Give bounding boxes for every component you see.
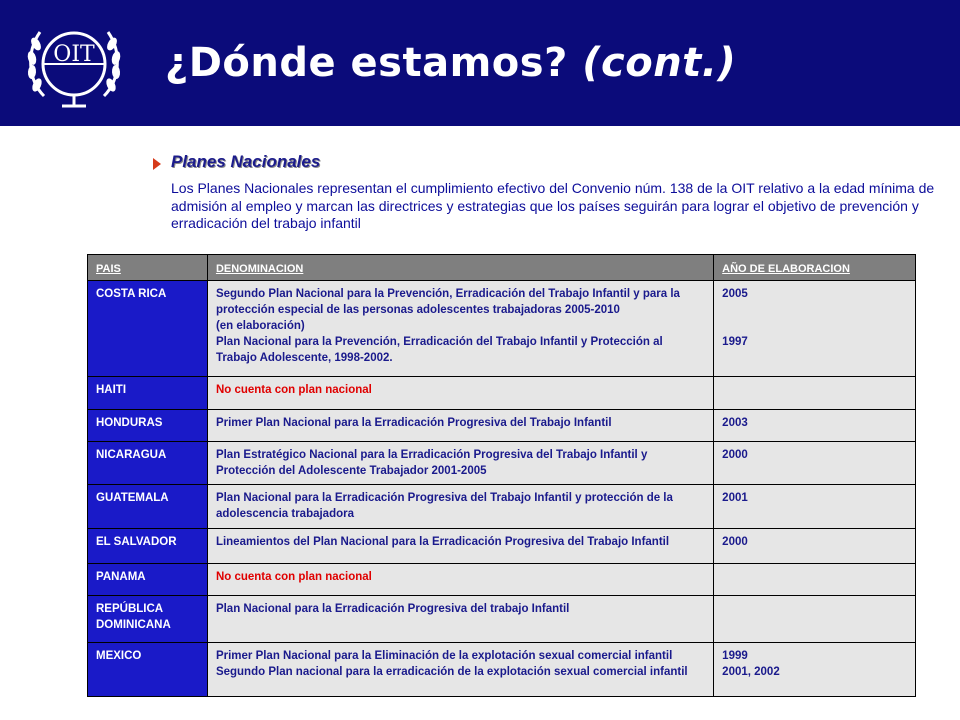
section-intro: Los Planes Nacionales representan el cumplimiento efectivo del Convenio núm. 138 de la OIT relativo a la edad mínima de admisión al empleo y marcan las directrices y estrategias que los países seguirán para lograr el objetivo de prevención y erradicación del trabajo infantil xyxy=(171,180,935,231)
table-header-row xyxy=(88,255,916,281)
table-row xyxy=(88,442,916,485)
cell-year xyxy=(714,596,916,643)
section-heading: Planes Nacionales xyxy=(171,152,321,171)
table-row xyxy=(88,377,916,410)
year-primary: 2005 xyxy=(722,288,748,300)
cell-year xyxy=(714,485,916,529)
table-row xyxy=(88,485,916,529)
year-secondary: 1997 xyxy=(722,336,748,348)
table-row xyxy=(88,529,916,564)
cell-plan-name xyxy=(207,281,713,377)
cell-year xyxy=(714,377,916,410)
plan-line: Segundo Plan nacional para la erradicación de la explotación sexual comercial infantil xyxy=(215,666,688,678)
ilo-oit-logo xyxy=(22,14,126,114)
cell-year xyxy=(714,410,916,442)
table-row xyxy=(88,410,916,442)
cell-country: HONDURAS xyxy=(88,410,208,442)
year-primary: 2001 xyxy=(722,492,748,504)
year-secondary: 2001, 2002 xyxy=(722,666,780,678)
table-row xyxy=(88,564,916,596)
plan-line: Plan Nacional para la Erradicación Progresiva del trabajo Infantil xyxy=(215,603,570,615)
cell-year xyxy=(714,281,916,377)
cell-year xyxy=(714,529,916,564)
cell-country: EL SALVADOR xyxy=(88,529,208,564)
cell-year xyxy=(714,643,916,697)
plan-line: No cuenta con plan nacional xyxy=(215,384,372,396)
cell-country: MEXICO xyxy=(88,643,208,697)
plan-line: Primer Plan Nacional para la Eliminación de la explotación sexual comercial infantil xyxy=(215,650,673,662)
plan-line: Plan Nacional para la Erradicación Progresiva del Trabajo Infantil y protección de la adolescencia trabajadora xyxy=(215,492,673,520)
header-bar xyxy=(0,0,960,126)
table-body xyxy=(88,281,916,697)
cell-plan-name xyxy=(207,442,713,485)
plan-line: Plan Estratégico Nacional para la Erradicación Progresiva del Trabajo Infantil y Protección del Adolescente Trabajador 2001-2005 xyxy=(215,449,648,477)
page-title-italic: (cont.) xyxy=(582,40,737,86)
plan-line: Lineamientos del Plan Nacional para la Erradicación Progresiva del Trabajo Infantil xyxy=(215,536,670,548)
plan-line: (en elaboración) xyxy=(215,320,305,332)
table-row xyxy=(88,596,916,643)
bullet-arrow-icon xyxy=(153,158,161,170)
cell-plan-name xyxy=(207,377,713,410)
header-name: DENOMINACION xyxy=(207,255,713,281)
header-country: PAIS xyxy=(88,255,208,281)
header-year: AÑO DE ELABORACION xyxy=(714,255,916,281)
plan-line: Primer Plan Nacional para la Erradicación Progresiva del Trabajo Infantil xyxy=(215,417,612,429)
cell-plan-name xyxy=(207,485,713,529)
cell-plan-name xyxy=(207,643,713,697)
page-title-main: ¿Dónde estamos? xyxy=(165,40,568,86)
national-plans-table xyxy=(87,254,916,697)
cell-country: PANAMA xyxy=(88,564,208,596)
cell-year xyxy=(714,564,916,596)
year-primary: 2003 xyxy=(722,417,748,429)
cell-plan-name xyxy=(207,529,713,564)
plan-line: No cuenta con plan nacional xyxy=(215,571,372,583)
page-title xyxy=(165,40,736,86)
year-primary: 1999 xyxy=(722,650,748,662)
plan-line: Segundo Plan Nacional para la Prevención, Erradicación del Trabajo Infantil y para la protección especial de las personas adolescentes trabajadoras 2005-2010 xyxy=(215,288,680,316)
cell-plan-name xyxy=(207,596,713,643)
cell-country: NICARAGUA xyxy=(88,442,208,485)
cell-country: COSTA RICA xyxy=(88,281,208,377)
cell-country: REPÚBLICA DOMINICANA xyxy=(88,596,208,643)
cell-country: GUATEMALA xyxy=(88,485,208,529)
cell-country: HAITI xyxy=(88,377,208,410)
cell-plan-name xyxy=(207,410,713,442)
table-row xyxy=(88,281,916,377)
logo-text: OIT xyxy=(53,42,95,67)
plan-line: Plan Nacional para la Prevención, Erradicación del Trabajo Infantil y Protección al Trabajo Adolescente, 1998-2002. xyxy=(215,336,663,364)
year-primary: 2000 xyxy=(722,449,748,461)
cell-plan-name xyxy=(207,564,713,596)
year-primary: 2000 xyxy=(722,536,748,548)
cell-year xyxy=(714,442,916,485)
table-row xyxy=(88,643,916,697)
